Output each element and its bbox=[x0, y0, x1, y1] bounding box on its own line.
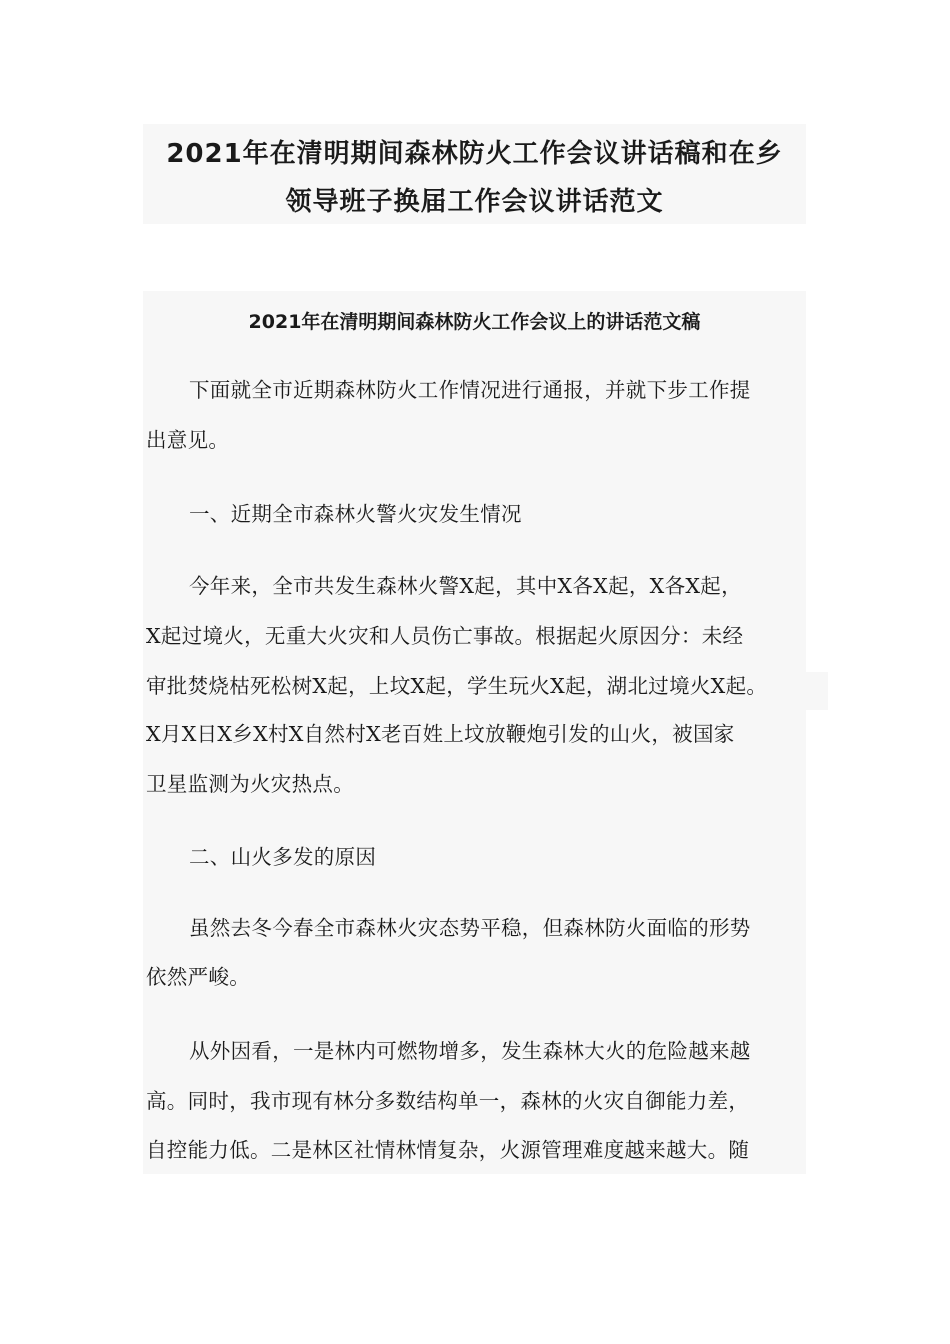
paragraph-line: 虽然去冬今春全市森林火灾态势平稳，但森林防火面临的形势 bbox=[189, 916, 751, 940]
document-title-line-1: 2021年在清明期间森林防火工作会议讲话稿和在乡 bbox=[166, 139, 783, 169]
document-title-line-2: 领导班子换届工作会议讲话范文 bbox=[285, 187, 664, 217]
paragraph-line: 审批焚烧枯死松树X起，上坟X起，学生玩火X起，湖北过境火X起。 bbox=[146, 674, 768, 698]
paragraph-line: 出意见。 bbox=[146, 428, 230, 452]
paragraph-line: 下面就全市近期森林防火工作情况进行通报，并就下步工作提 bbox=[189, 378, 751, 402]
paragraph-line: 依然严峻。 bbox=[146, 965, 250, 989]
highlight-edge bbox=[806, 672, 828, 710]
paragraph-line: X月X日X乡X村X自然村X老百姓上坟放鞭炮引发的山火，被国家 bbox=[146, 722, 735, 746]
article-body bbox=[143, 291, 806, 1174]
paragraph-line: 从外因看，一是林内可燃物增多，发生森林大火的危险越来越 bbox=[189, 1039, 751, 1063]
article-subtitle: 2021年在清明期间森林防火工作会议上的讲话范文稿 bbox=[248, 311, 701, 333]
paragraph-line: X起过境火，无重大火灾和人员伤亡事故。根据起火原因分：未经 bbox=[146, 624, 744, 648]
section-heading: 二、山火多发的原因 bbox=[189, 845, 377, 869]
paragraph-line: 高。同时，我市现有林分多数结构单一，森林的火灾自御能力差， bbox=[146, 1089, 750, 1113]
paragraph-line: 卫星监测为火灾热点。 bbox=[146, 772, 354, 796]
paragraph-line: 自控能力低。二是林区社情林情复杂，火源管理难度越来越大。随 bbox=[146, 1138, 750, 1162]
document-title-block bbox=[143, 124, 806, 224]
paragraph-line: 今年来，全市共发生森林火警X起，其中X各X起，X各X起， bbox=[189, 574, 742, 598]
section-heading: 一、近期全市森林火警火灾发生情况 bbox=[189, 502, 522, 526]
